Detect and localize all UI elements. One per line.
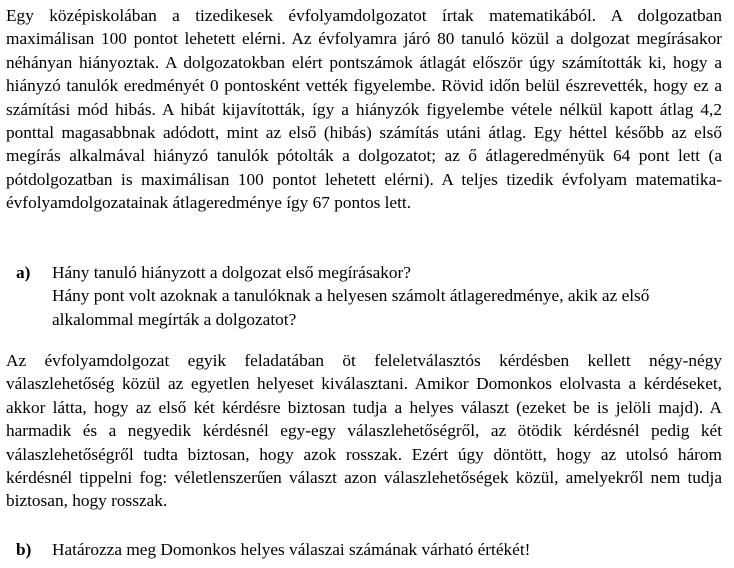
question-a-body bbox=[52, 261, 722, 331]
question-b bbox=[16, 538, 722, 561]
second-paragraph: Az évfolyamdolgozat egyik feladatában öt feleletválasztós kérdésben kellett négy-négy válaszlehetőség közül az egyetlen helyeset kiválasztani. Amikor Domonkos elolvasta a kérdéseket, akkor látta, hogy az első két kérdésre biztosan tudja a helyes választ (ezeket be is jelöli majd). A harmadik és a negyedik kérdésnél egy-egy válaszlehetőségről, az ötödik kérdésnél pedig két válaszlehetőségről tudta biztosan, hogy azok rosszak. Ezért úgy döntött, hogy az utolsó három kérdésnél tippelni fog: véletlenszerűen választ azon válaszlehetőségek közül, amelyekről nem tudja biztosan, hogy rosszak. bbox=[6, 351, 722, 511]
question-b-body bbox=[52, 538, 722, 561]
intro-paragraph: Egy középiskolában a tizedikesek évfolyamdolgozatot írtak matematikából. A dolgozatban maximálisan 100 pontot lehetett elérni. Az évfolyamra járó 80 tanuló közül a dolgozat megírásakor néhányan hiányoztak. A dolgozatokban elért pontszámok átlagát először úgy számították ki, hogy a hiányzó tanulók eredményét 0 pontosként vették figyelembe. Rövid időn belül észrevették, hogy ez a számítási mód hibás. A hibát kijavították, így a hiányzók figyelembe vétele nélkül kapott átlag 4,2 ponttal magasabbnak adódott, mint az első (hibás) számítás utáni átlag. Egy héttel később az első megírás alkalmával hiányzó tanulók pótolták a dolgozatot; az ő átlageredményük 64 pont lett (a pótdolgozatban is maximálisan 100 pontot lehetett elérni). A teljes tizedik évfolyam matematika-évfolyamdolgozatainak átlageredménye így 67 pontos lett. bbox=[6, 6, 722, 213]
question-a-line-1: Hány tanuló hiányzott a dolgozat első megírásakor? bbox=[52, 263, 411, 282]
question-a-line-2: Hány pont volt azoknak a tanulóknak a helyesen számolt átlageredménye, akik az első alkalommal megírták a dolgozatot? bbox=[52, 286, 650, 329]
question-b-label: b) bbox=[16, 540, 32, 559]
question-b-text: Határozza meg Domonkos helyes válaszai számának várható értékét! bbox=[52, 540, 531, 559]
question-a bbox=[16, 261, 722, 331]
question-a-label: a) bbox=[16, 263, 31, 282]
